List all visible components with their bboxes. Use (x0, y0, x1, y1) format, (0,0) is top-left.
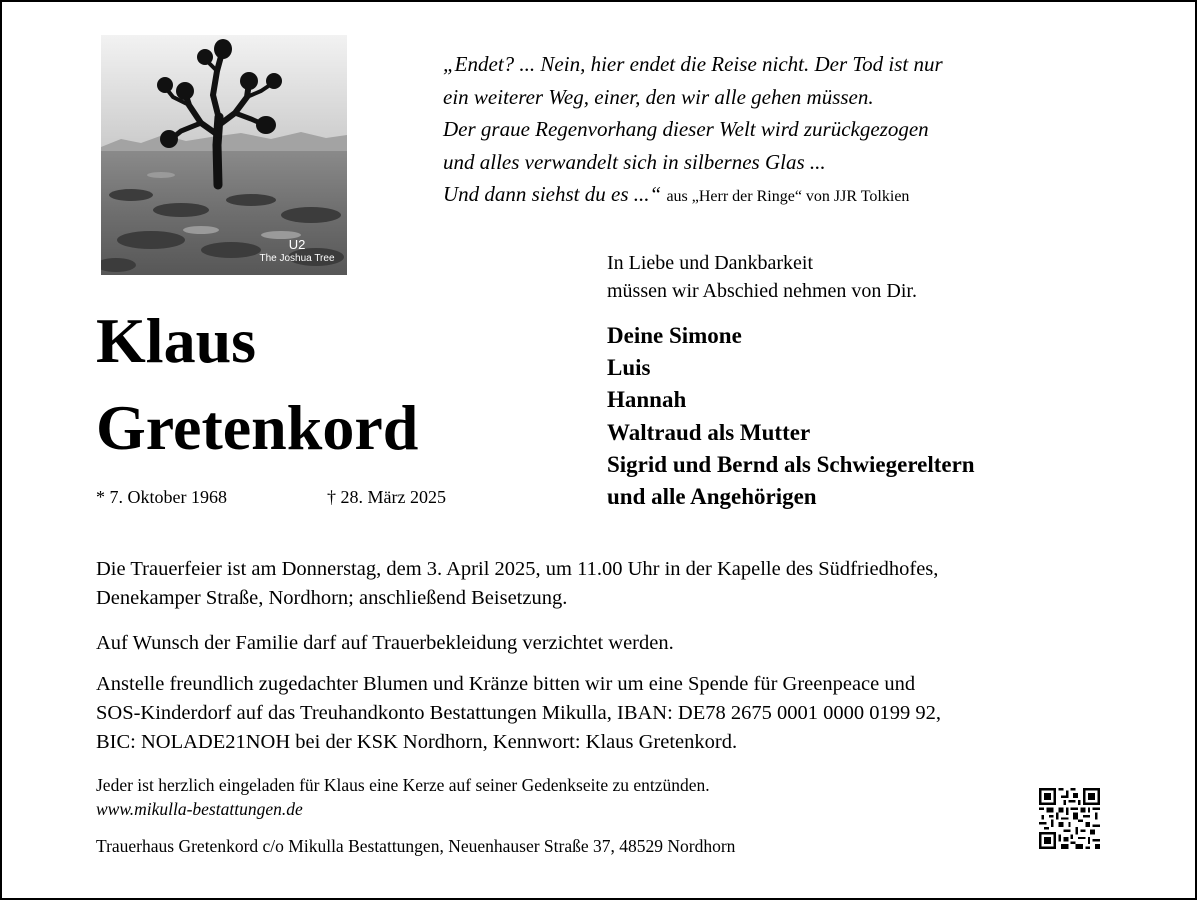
quote-line: „Endet? ... Nein, hier endet die Reise nicht. Der Tod ist nur (443, 52, 943, 76)
text-line: BIC: NOLADE21NOH bei der KSK Nordhorn, Kennwort: Klaus Gretenkord. (96, 731, 738, 753)
family-member: Deine Simone (607, 323, 742, 348)
quote-source: aus „Herr der Ringe“ von JJR Tolkien (666, 188, 910, 205)
tolkien-quote (443, 48, 943, 214)
intro-line: müssen wir Abschied nehmen von Dir. (607, 280, 917, 302)
album-band: U2 (288, 237, 306, 252)
family-member: Sigrid und Bernd als Schwiegereltern (607, 451, 975, 477)
album-title: The Joshua Tree (259, 253, 335, 264)
family-member: und alle Angehörigen (607, 484, 817, 510)
text-line: SOS-Kinderdorf auf das Treuhandkonto Bestattungen Mikulla, IBAN: DE78 2675 0001 0000 0199 92, (96, 702, 941, 724)
invitation-text: Jeder ist herzlich eingeladen für Klaus eine Kerze auf seiner Gedenkseite zu entzünden. (96, 775, 710, 795)
deceased-first-name: Klaus (96, 305, 257, 376)
website-link[interactable]: www.mikulla-bestattungen.de (96, 799, 303, 819)
quote-line: ein weiterer Weg, einer, den wir alle gehen müssen. (443, 84, 874, 109)
qr-code-icon[interactable] (1039, 788, 1100, 849)
birth-date: * 7. Oktober 1968 (96, 487, 227, 507)
family-member: Waltraud als Mutter (607, 419, 811, 445)
family-member: Luis (607, 355, 651, 381)
deceased-last-name: Gretenkord (96, 392, 419, 463)
quote-line: und alles verwandelt sich in silbernes Glas ... (443, 149, 826, 174)
text-line: Denekamper Straße, Nordhorn; anschließend Beisetzung. (96, 587, 568, 609)
clothing-paragraph: Auf Wunsch der Familie darf auf Trauerbekleidung verzichtet werden. (96, 632, 674, 654)
mourning-address: Trauerhaus Gretenkord c/o Mikulla Bestattungen, Neuenhauser Straße 37, 48529 Nordhorn (96, 836, 736, 856)
donation-paragraph (96, 670, 941, 757)
death-date: † 28. März 2025 (327, 487, 446, 507)
ceremony-paragraph (96, 555, 938, 613)
farewell-intro (607, 249, 917, 305)
quote-line (443, 178, 943, 214)
quote-line: Der graue Regenvorhang dieser Welt wird zurückgezogen (443, 117, 929, 141)
album-cover-image (101, 35, 347, 275)
candle-invitation (96, 773, 710, 821)
intro-line: In Liebe und Dankbarkeit (607, 252, 814, 274)
family-list (607, 320, 975, 513)
family-member: Hannah (607, 387, 687, 413)
text-line: Anstelle freundlich zugedachter Blumen und Kränze bitten wir um eine Spende für Greenpeace und (96, 673, 916, 695)
text-line: Die Trauerfeier ist am Donnerstag, dem 3. April 2025, um 11.00 Uhr in der Kapelle des Südfriedhofes, (96, 558, 939, 580)
quote-line-text: Und dann siehst du es ...“ (443, 182, 662, 206)
